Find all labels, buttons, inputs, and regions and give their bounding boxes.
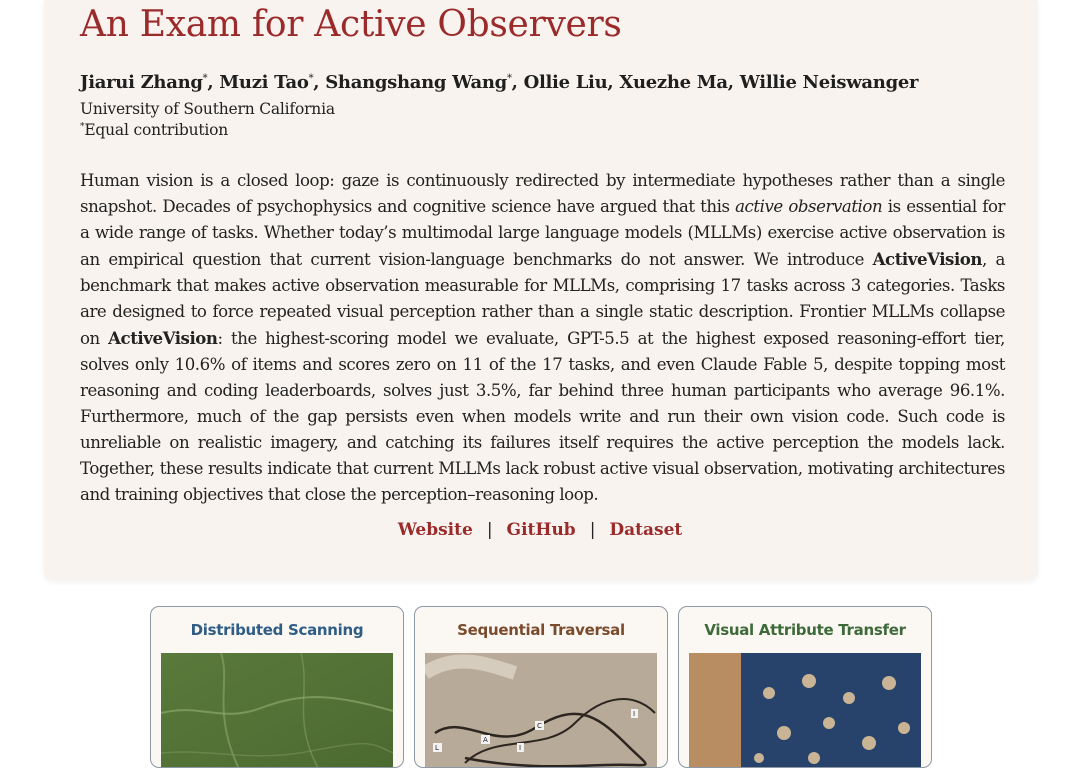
traversal-marker: I <box>519 744 522 752</box>
author-name: Xuezhe Ma <box>619 72 728 93</box>
traversal-marker: A <box>483 736 488 744</box>
grass-field-image <box>161 653 393 768</box>
abstract-text: , a benchmark that makes active observation measurable for MLLMs, comprising 17 tasks across 3 categories. Tasks are designed to force repeated visual perception rather than a single static description. Frontier MLLMs collapse on <box>80 250 1005 348</box>
traversal-marker: L <box>435 744 439 752</box>
link-bar <box>0 520 1080 540</box>
author-mark: * <box>506 73 512 84</box>
abstract-text: is essential for a wide range of tasks. Whether today’s multimodal large language models (MLLMs) exercise active observation is an empirical question that current vision-language benchmarks do not answer. We introduce <box>80 197 1005 269</box>
author-mark: * <box>308 73 314 84</box>
paper-title: An Exam for Active Observers <box>80 4 622 45</box>
author-mark: * <box>202 73 208 84</box>
note-text: Equal contribution <box>84 121 229 139</box>
author-name: Ollie Liu <box>523 72 608 93</box>
benchmark-name: ActiveVision <box>108 328 218 348</box>
abstract <box>80 168 1005 508</box>
author-name: Jiarui Zhang <box>80 72 203 93</box>
contribution-note <box>80 121 228 139</box>
traversal-marker: C <box>537 722 542 730</box>
dataset-link[interactable]: Dataset <box>609 520 683 540</box>
panel-title: Sequential Traversal <box>457 621 625 639</box>
puzzle-pieces-image <box>689 653 921 768</box>
link-separator: | <box>486 520 493 540</box>
sand-path-image <box>425 653 657 768</box>
author-name: Shangshang Wang <box>325 72 507 93</box>
affiliation: University of Southern California <box>80 100 335 118</box>
abstract-emphasis: active observation <box>735 197 883 216</box>
panel-title: Visual Attribute Transfer <box>704 621 906 639</box>
author-name: Willie Neiswanger <box>739 72 919 93</box>
benchmark-name: ActiveVision <box>872 249 983 269</box>
abstract-text: Human vision is a closed loop: gaze is continuously redirected by intermediate hypotheses rather than a single snapshot. Decades of psychophysics and cognitive science have argued that this <box>80 171 1005 216</box>
abstract-text: : the highest-scoring model we evaluate, GPT-5.5 at the highest exposed reasoning-effort tier, solves only 10.6% of items and scores zero on 11 of the 17 tasks, and even Claude Fable 5, despite topping most reasoning and coding leaderboards, solves just 3.5%, far behind three human participants who average 96.1%. Furthermore, much of the gap persists even when models write and run their own vision code. Such code is unreliable on realistic imagery, and catching its failures itself requires the active perception the models lack. Together, these results indicate that current MLLMs lack robust active visual observation, motivating architectures and training objectives that close the perception–reasoning loop. <box>80 329 1005 504</box>
link-separator: | <box>589 520 596 540</box>
author-name: Muzi Tao <box>219 72 309 93</box>
author-list: Jiarui Zhang*, Muzi Tao*, Shangshang Wang*, Ollie Liu, Xuezhe Ma, Willie Neiswanger <box>80 72 919 93</box>
panel-title: Distributed Scanning <box>190 621 364 639</box>
traversal-marker: I <box>633 710 636 718</box>
note-mark: * <box>80 121 85 132</box>
website-link[interactable]: Website <box>397 520 473 540</box>
github-link[interactable]: GitHub <box>506 520 576 540</box>
